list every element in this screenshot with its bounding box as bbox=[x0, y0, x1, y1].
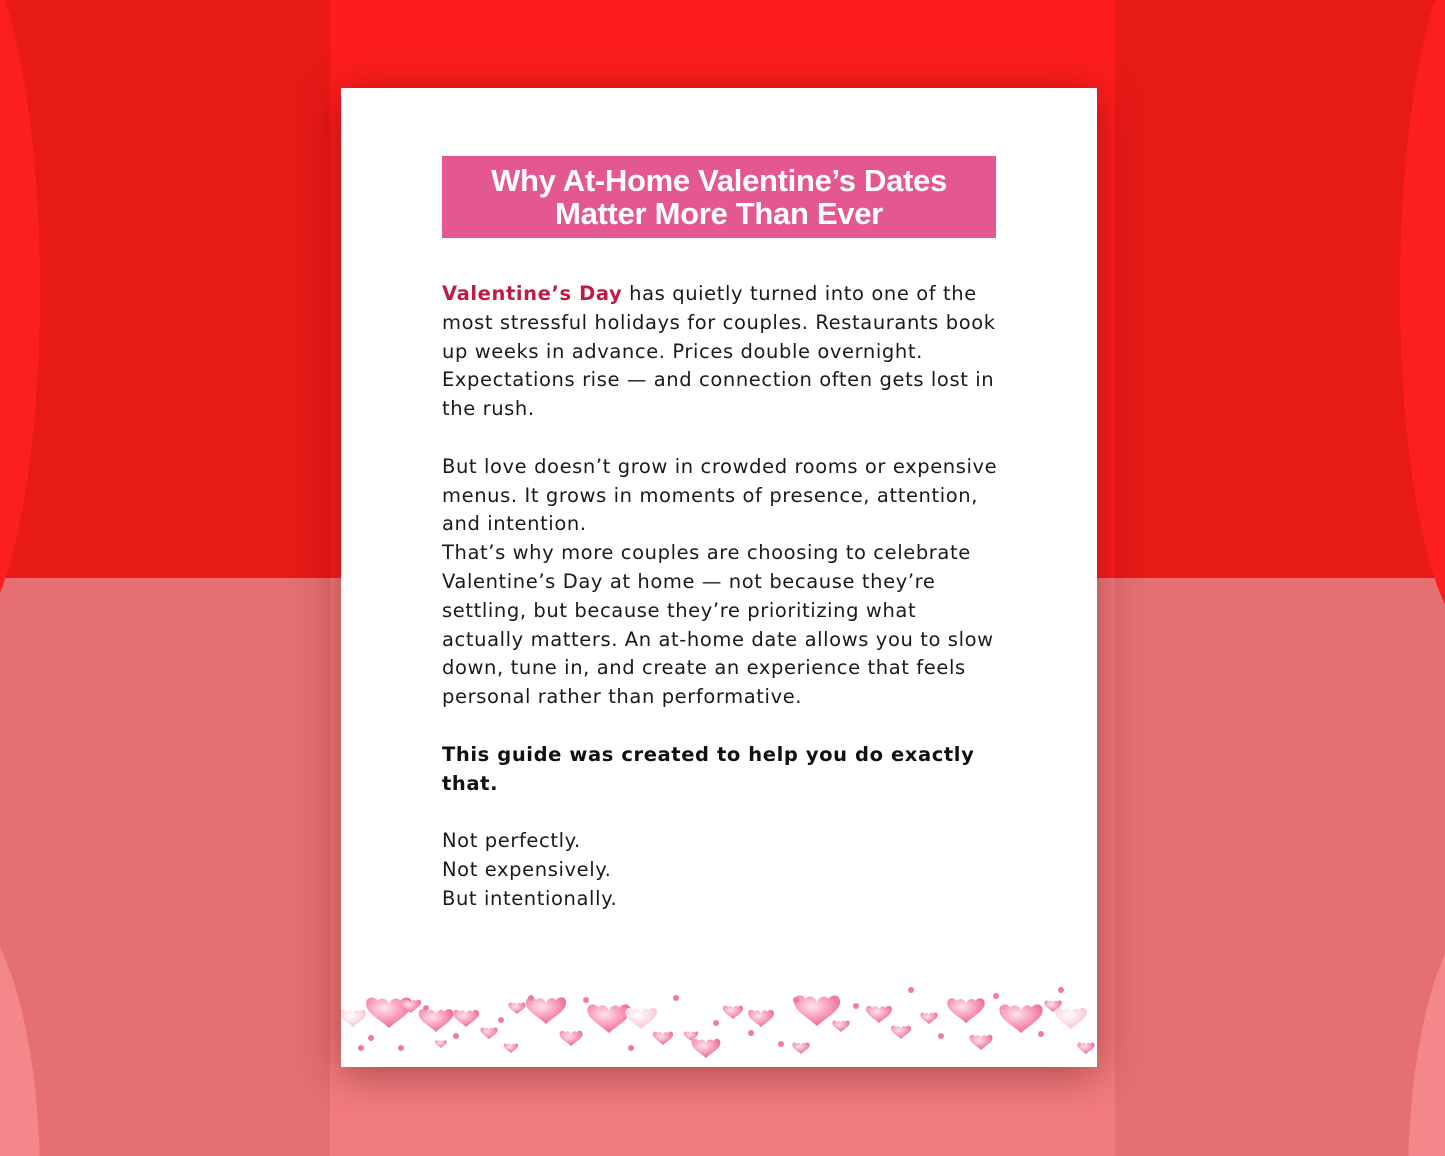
paragraph-couples: That’s why more couples are choosing to celebrate Valentine’s Day at home — not because they’re settling, but because they’re prioritizing what actually matters. An at-home date allows you to slow down, tune in, and create an experience that feels personal rather than performative. bbox=[442, 541, 994, 709]
heart-dot bbox=[398, 1045, 404, 1051]
heart-decoration bbox=[453, 1010, 479, 1027]
heart-dot bbox=[908, 987, 914, 993]
heart-decoration bbox=[526, 997, 566, 1024]
heart-decoration bbox=[504, 1043, 518, 1053]
title-banner bbox=[442, 156, 996, 238]
heart-decoration bbox=[341, 1010, 366, 1027]
heart-decoration bbox=[792, 1043, 809, 1054]
heart-dot bbox=[853, 1003, 859, 1009]
heart-dot bbox=[778, 1041, 784, 1047]
guide-statement: This guide was created to help you do exactly that. bbox=[442, 742, 975, 795]
heart-dot bbox=[583, 997, 589, 1003]
heart-dot bbox=[1058, 987, 1064, 993]
heart-decoration bbox=[435, 1040, 447, 1048]
heart-dot bbox=[1038, 1031, 1044, 1037]
paragraph-intro-text: has quietly turned into one of the most stressful holidays for couples. Restaurants book up weeks in advance. Prices double overnight. Expectations rise — and connection often gets lost in the rush. bbox=[442, 282, 996, 421]
heart-dot bbox=[453, 1033, 459, 1039]
closing-line-1: Not perfectly. bbox=[442, 829, 581, 853]
heart-decoration bbox=[559, 1031, 582, 1046]
heart-dot bbox=[498, 1017, 504, 1023]
paragraph-love: But love doesn’t grow in crowded rooms or expensive menus. It grows in moments of presence, attention, and intention. bbox=[442, 454, 998, 536]
heart-decoration bbox=[748, 1010, 774, 1027]
heart-dot bbox=[528, 995, 534, 1001]
heart-decoration bbox=[508, 1003, 525, 1014]
heart-dot bbox=[628, 1045, 634, 1051]
heart-decoration bbox=[625, 1008, 657, 1029]
heart-decoration bbox=[480, 1028, 497, 1039]
highlight-valentines-day: Valentine’s Day bbox=[442, 282, 623, 305]
body-text bbox=[442, 280, 1002, 914]
heart-decoration bbox=[947, 998, 984, 1023]
heart-dot bbox=[368, 1035, 374, 1041]
heart-decoration bbox=[920, 1013, 937, 1024]
heart-dot bbox=[793, 997, 799, 1003]
paragraph-intro bbox=[442, 280, 1002, 424]
heart-decoration bbox=[969, 1035, 992, 1050]
heart-decoration bbox=[1077, 1043, 1094, 1054]
heart-decoration bbox=[999, 1004, 1042, 1033]
heart-dot bbox=[713, 1020, 719, 1026]
hearts-border bbox=[341, 978, 1097, 1067]
heart-dot bbox=[673, 995, 679, 1001]
closing-line-3: But intentionally. bbox=[442, 886, 618, 910]
heart-dot bbox=[938, 1033, 944, 1039]
heart-decoration bbox=[723, 1006, 743, 1019]
heart-decoration bbox=[692, 1039, 721, 1058]
heart-dot bbox=[358, 1045, 364, 1051]
heart-decoration bbox=[653, 1032, 673, 1045]
page-title: Why At-Home Valentine’s Dates Matter More Than Ever bbox=[491, 163, 947, 231]
heart-decoration bbox=[587, 1004, 630, 1033]
heart-dot bbox=[423, 1005, 429, 1011]
heart-dot bbox=[748, 1030, 754, 1036]
heart-decoration bbox=[1055, 1008, 1087, 1029]
background-curve-bottom-left bbox=[0, 900, 40, 1156]
closing-line-2: Not expensively. bbox=[442, 857, 612, 881]
heart-decoration bbox=[419, 1009, 454, 1032]
heart-decoration bbox=[832, 1021, 849, 1032]
background-curve-bottom-right bbox=[1408, 900, 1445, 1156]
heart-decoration bbox=[866, 1006, 892, 1023]
document-page bbox=[341, 88, 1097, 1067]
heart-decoration bbox=[891, 1026, 911, 1039]
heart-dot bbox=[993, 993, 999, 999]
